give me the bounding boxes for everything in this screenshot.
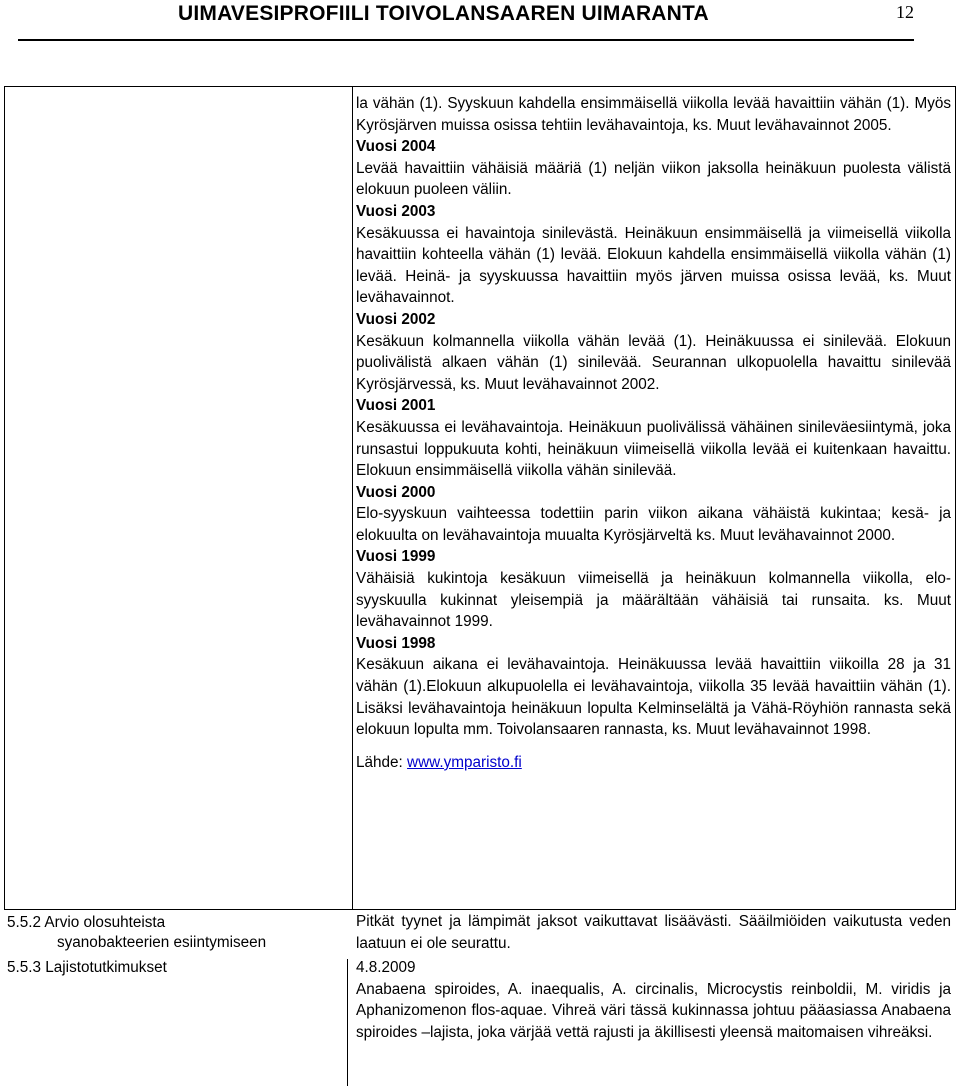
section-553-divider: [347, 959, 348, 1086]
year-heading-2003: Vuosi 2003: [356, 202, 436, 220]
year-text-2001: Kesäkuussa ei levähavaintoja. Heinäkuun puolivälissä vähäinen sinileväesiintymä, joka runsastui loppukuuta kohti, heinäkuun viimeisellä viikolla levää ei kuitenkaan havaittu. Elokuun ensimmäisellä viikolla vähän sinilevää.: [356, 418, 951, 480]
intro-paragraph: la vähän (1). Syyskuun kahdella ensimmäisellä viikolla levää havaittiin vähän (1). Myös Kyrösjärven muissa osissa tehtiin levähavaintoja, ks. Muut levähavainnot 2005.: [356, 95, 951, 134]
algae-observations-text: [356, 93, 951, 773]
source-line: [356, 752, 951, 774]
year-text-2004: Levää havaittiin vähäisiä määriä (1) neljän viikon jaksolla heinäkuun puolesta välistä elokuun puoleen väliin.: [356, 159, 951, 199]
section-553-title: 5.5.3 Lajistotutkimukset: [7, 959, 167, 976]
section-553-paragraph: Anabaena spiroides, A. inaequalis, A. circinalis, Microcystis reinboldii, M. viridis ja Aphanizomenon flos-aquae. Vihreä väri tässä kukinnassa johtuu pääasiassa Anabaena spiroides –lajista, joka värjää vettä rajusti ja äkillisesti yleensä maitomaisen vihreäksi.: [356, 980, 951, 1041]
year-heading-2002: Vuosi 2002: [356, 310, 436, 328]
header-rule: [18, 39, 914, 41]
section-552-label: [7, 913, 266, 953]
section-552-paragraph: Pitkät tyynet ja lämpimät jaksot vaikuttavat lisäävästi. Sääilmiöiden vaikutusta veden laatuun ei ole seurattu.: [356, 913, 951, 952]
section-552-subtitle: syanobakteerien esiintymiseen: [57, 934, 267, 951]
section-552-title: 5.5.2 Arvio olosuhteista: [7, 914, 166, 931]
document-title: UIMAVESIPROFIILI TOIVOLANSAAREN UIMARANTA: [178, 2, 709, 25]
year-text-2003: Kesäkuussa ei havaintoja sinilevästä. Heinäkuun ensimmäisellä ja viimeisellä viikolla havaittiin kohteella vähän (1) levää. Elokuun kahdella ensimmäisellä viikolla vähän (1) levää. Heinä- ja syyskuussa havaittiin myös järven muissa osissa levää, ks. Muut levähavainnot.: [356, 224, 951, 307]
year-heading-2001: Vuosi 2001: [356, 397, 436, 415]
year-text-1999: Vähäisiä kukintoja kesäkuun viimeisellä ja heinäkuun kolmannella viikolla, elo-syyskuulla kukinnat yleisempiä ja määrältään vähäisiä tai runsaita. ks. Muut levähavainnot 1999.: [356, 570, 951, 631]
column-divider: [352, 87, 353, 909]
year-heading-1999: Vuosi 1999: [356, 548, 436, 566]
page-number: 12: [896, 2, 914, 22]
source-label: Lähde:: [356, 753, 403, 771]
year-text-1998: Kesäkuun aikana ei levähavaintoja. Heinäkuussa levää havaittiin viikoilla 28 ja 31 vähän (1).Elokuun alkupuolella ei levähavaintoja, viikolla 35 levää havaittiin vähän (1). Lisäksi levähavaintoja heinäkuun lopulta Kelminselältä ja Vähä-Röyhiön rannasta sekä elokuun lopulta mm. Toivolansaaren rannasta, ks. Muut levähavainnot 1998.: [356, 656, 951, 739]
year-text-2000: Elo-syyskuun vaihteessa todettiin parin viikon aikana vähäistä kukintaa; kesä- ja elokuulta on levähavaintoja muualta Kyrösjärveltä ks. Muut levähavainnot 2000.: [356, 505, 951, 544]
section-553-label: [7, 958, 167, 978]
year-heading-1998: Vuosi 1998: [356, 634, 436, 652]
page-header: [8, 0, 952, 48]
section-553-date: 4.8.2009: [356, 959, 416, 976]
year-heading-2000: Vuosi 2000: [356, 483, 436, 501]
section-553-text: [356, 957, 951, 1043]
source-link[interactable]: www.ymparisto.fi: [407, 753, 522, 771]
year-heading-2004: Vuosi 2004: [356, 138, 436, 156]
section-552-text: [356, 911, 951, 954]
year-text-2002: Kesäkuun kolmannella viikolla vähän levää (1). Heinäkuussa ei sinilevää. Elokuun puolivälistä alkaen vähän (1) sinilevää. Seurannan ulkopuolella havaittu sinilevää Kyrösjärvessä, ks. Muut levähavainnot 2002.: [356, 332, 951, 393]
